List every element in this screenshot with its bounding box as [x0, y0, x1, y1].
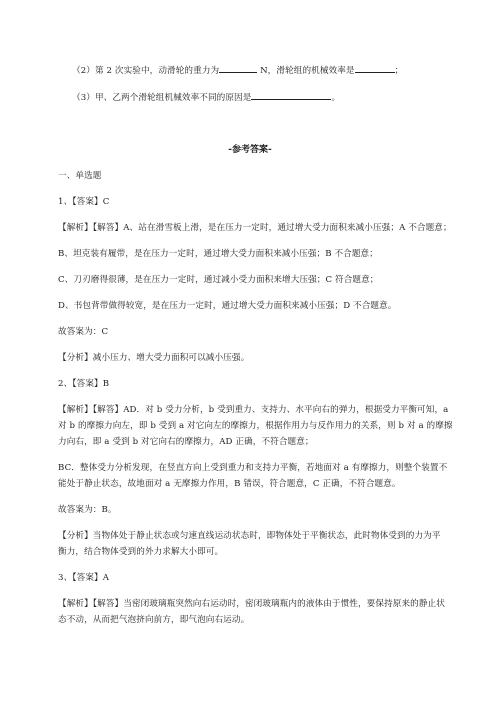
- answer-1-line-1: 【解析】【解答】A、站在滑雪板上滑，是在压力一定时，通过增大受力面积来减小压强；A 不合题意；: [58, 223, 452, 233]
- section-heading: 一、单选题: [58, 171, 102, 181]
- question-2-text-a: （2）第 2 次实验中，动滑轮的重力为: [72, 66, 220, 76]
- question-2-text-b: N，滑轮组的机械效率是: [260, 66, 355, 76]
- answer-2-line-4: BC．整体受力分析发现，在竖直方向上受到重力和支持力平衡，若地面对 a 有摩擦力，则整个装置不: [58, 463, 448, 473]
- answer-3-line-2: 态不动，从而把气泡挤向前方，即气泡向右运动。: [58, 615, 250, 625]
- answer-1-conclusion: 故答案为：C: [58, 327, 109, 337]
- question-2-line: [72, 63, 492, 77]
- question-3-text-b: 。: [331, 93, 341, 103]
- answer-3-heading: 3、【答案】A: [58, 573, 110, 583]
- answer-1-line-2: B、坦克装有履带，是在压力一定时，通过增大受力面积来减小压强；B 不合题意；: [58, 249, 378, 259]
- question-2-text-c: ；: [394, 66, 404, 76]
- question-3-text-a: （3）甲、乙两个滑轮组机械效率不同的原因是: [72, 93, 252, 103]
- answer-2-analysis-2: 衡力，结合物体受到的外力求解大小即可。: [58, 547, 224, 557]
- answer-1-line-3: C、刀刃磨得很薄，是在压力一定时，通过减小受力面积来增大压强；C 符合题意；: [58, 275, 379, 285]
- answer-2-line-2: 对 b 的摩擦力向左，即 b 受到 a 对它向左的摩擦力，根据作用力与反作用力的关系，则 b 对 a 的摩擦: [58, 421, 453, 431]
- answer-section-title: -参考答案-: [228, 145, 272, 155]
- answer-1-heading: 1、【答案】C: [58, 197, 110, 207]
- answer-1-analysis: 【分析】减小压力、增大受力面积可以减小压强。: [58, 353, 250, 363]
- answer-1-line-4: D、书包背带做得较宽，是在压力一定时，通过增大受力面积来减小压强；D 不合题意。: [58, 301, 397, 311]
- question-3-line: [72, 90, 492, 104]
- answer-blank-efficiency[interactable]: [355, 63, 395, 73]
- answer-2-line-1: 【解析】【解答】AD．对 b 受力分析，b 受到重力、支持力、水平向右的弹力，根据受力平衡可知，a: [58, 405, 449, 415]
- answer-2-line-3: 力向右，即 a 受到 b 对它向右的摩擦力，AD 正确，不符合题意；: [58, 437, 314, 447]
- answer-2-line-5: 能处于静止状态，故地面对 a 无摩擦力作用，B 错误，符合题意，C 正确，不符合题意。: [58, 479, 401, 489]
- answer-blank-reason[interactable]: [251, 90, 331, 100]
- answer-2-analysis-1: 【分析】当物体处于静止状态或匀速直线运动状态时，即物体处于平衡状态，此时物体受到的力为平: [58, 531, 441, 541]
- answer-3-line-1: 【解析】【解答】当密闭玻璃瓶突然向右运动时，密闭玻璃瓶内的液体由于惯性，要保持原来的静止状: [58, 599, 445, 609]
- answer-blank-gravity[interactable]: [219, 63, 257, 73]
- answer-2-heading: 2、【答案】B: [58, 379, 110, 389]
- answer-2-conclusion: 故答案为：B。: [58, 505, 117, 515]
